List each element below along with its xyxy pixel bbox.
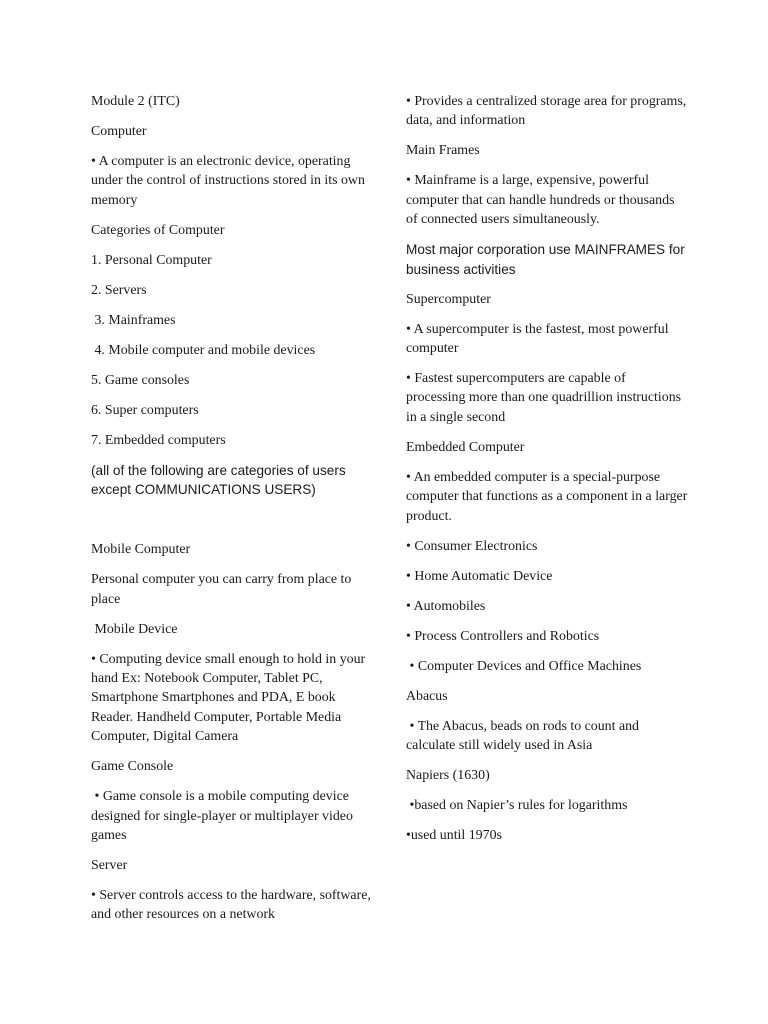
heading-mobile-computer: Mobile Computer	[91, 542, 191, 558]
heading-napiers: Napiers (1630)	[406, 768, 490, 784]
abacus-definition: • The Abacus, beads on rods to count and calculate still widely used in Asia	[406, 718, 643, 754]
embedded-computer-definition: • An embedded computer is a special-purpose computer that functions as a component in a larger product.	[406, 469, 691, 524]
embedded-example: • Home Automatic Device	[406, 568, 553, 584]
category-item: 1. Personal Computer	[91, 252, 212, 268]
category-item: 5. Game consoles	[91, 372, 190, 388]
computer-definition: • A computer is an electronic device, operating under the control of instructions stored in its own memory	[91, 154, 369, 208]
heading-categories: Categories of Computer	[91, 222, 225, 238]
supercomputer-definition: • A supercomputer is the fastest, most powerful computer	[406, 321, 673, 357]
module-title: Module 2 (ITC)	[91, 94, 180, 109]
heading-mobile-device: Mobile Device	[91, 621, 178, 637]
server-definition: • Server controls access to the hardware, software, and other resources on a network	[91, 888, 375, 923]
category-item: 4. Mobile computer and mobile devices	[91, 342, 316, 358]
heading-computer: Computer	[91, 124, 147, 139]
heading-abacus: Abacus	[406, 688, 448, 704]
heading-game-console: Game Console	[91, 759, 174, 775]
category-item: 7. Embedded computers	[91, 432, 226, 448]
mainframe-note: Most major corporation use MAINFRAMES for business activities	[406, 242, 689, 277]
game-console-definition: • Game console is a mobile computing device designed for single-player or multiplayer video games	[91, 789, 357, 844]
heading-server: Server	[91, 858, 128, 874]
heading-main-frames: Main Frames	[406, 143, 480, 159]
mainframe-definition: • Mainframe is a large, expensive, powerful computer that can handle hundreds or thousands of connected users simultaneously.	[406, 173, 678, 228]
heading-embedded-computer: Embedded Computer	[406, 439, 525, 455]
heading-supercomputer: Supercomputer	[406, 291, 491, 307]
embedded-example: • Process Controllers and Robotics	[406, 628, 600, 644]
embedded-example: • Consumer Electronics	[406, 538, 538, 554]
embedded-example: • Computer Devices and Office Machines	[406, 658, 642, 674]
mobile-device-definition: • Computing device small enough to hold in your hand Ex: Notebook Computer, Tablet PC, Smartphone Smartphones and PDA, E book Reader. Handheld Computer, Portable Media Computer, Digital Camera	[91, 651, 369, 745]
supercomputer-speed: • Fastest supercomputers are capable of processing more than one quadrillion instructions in a single second	[406, 371, 685, 425]
napiers-point: •used until 1970s	[406, 828, 502, 844]
server-storage-point: • Provides a centralized storage area for programs, data, and information	[406, 94, 690, 129]
mobile-computer-definition: Personal computer you can carry from place to place	[91, 572, 355, 607]
category-item: 6. Super computers	[91, 402, 199, 418]
category-item: 3. Mainframes	[91, 312, 176, 328]
blank-line	[91, 510, 373, 540]
categories-note: (all of the following are categories of users except COMMUNICATIONS USERS)	[91, 462, 350, 498]
napiers-point: •based on Napier’s rules for logarithms	[406, 798, 628, 814]
left-column	[91, 92, 373, 935]
embedded-example: • Automobiles	[406, 598, 486, 614]
category-item: 2. Servers	[91, 282, 147, 298]
right-column	[406, 92, 691, 856]
